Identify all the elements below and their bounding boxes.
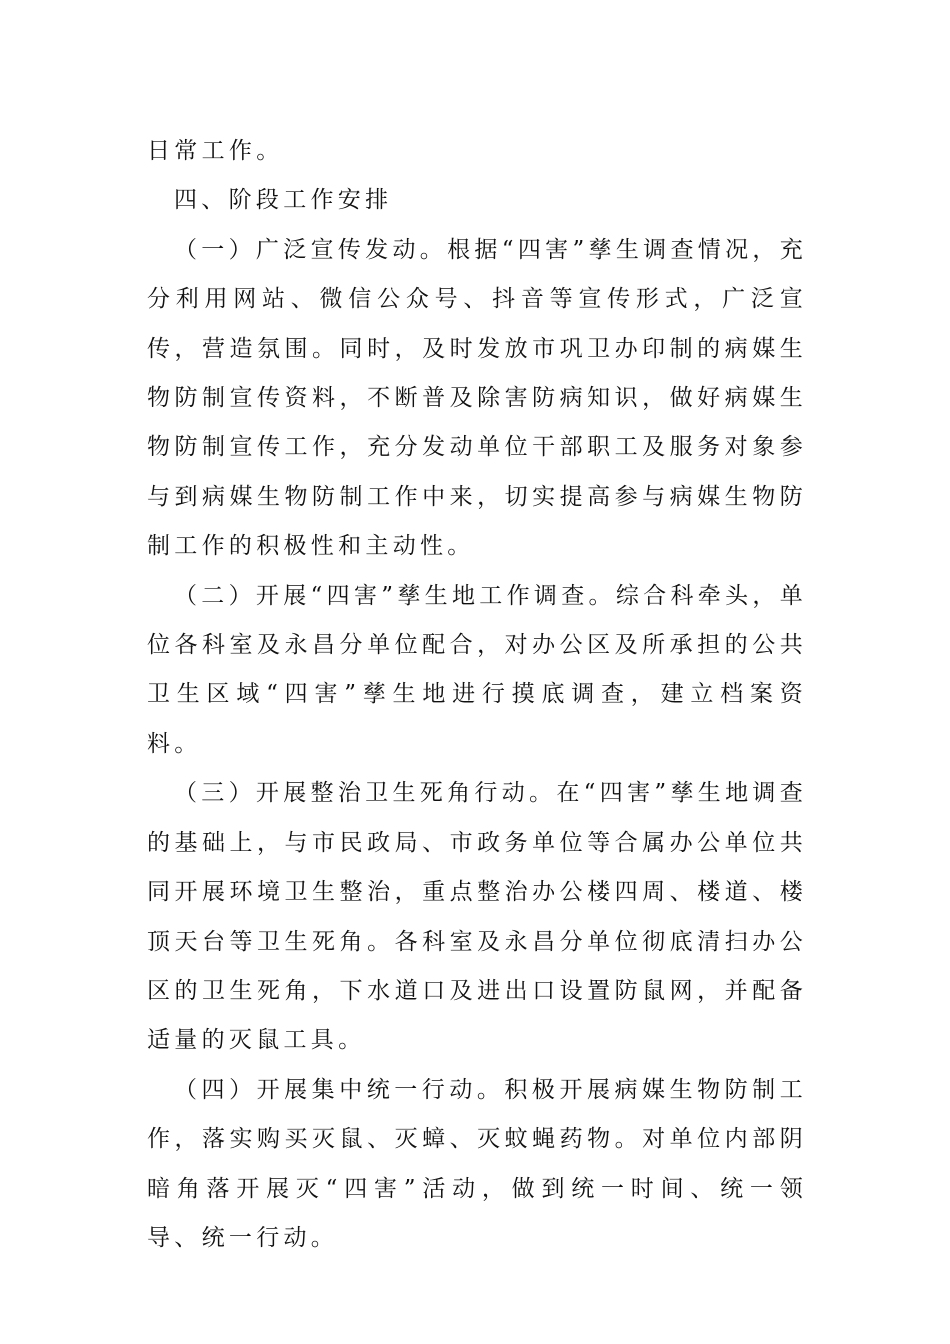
paragraph-continuation: 日常工作。 [147,138,284,164]
document-body [147,127,807,1263]
paragraph-item-2: （二）开展“四害”孳生地工作调查。综合科牵头，单位各科室及永昌分单位配合，对办公区及所承担的公共卫生区域“四害”孳生地进行摸底调查，建立档案资料。 [147,582,807,757]
section-heading: 四、阶段工作安排 [174,187,393,214]
paragraph-item-3: （三）开展整治卫生死角行动。在“四害”孳生地调查的基础上，与市民政局、市政务单位等合属办公单位共同开展环境卫生整治，重点整治办公楼四周、楼道、楼顶天台等卫生死角。各科室及永昌分单位彻底清扫办公区的卫生死角，下水道口及进出口设置防鼠网，并配备适量的灭鼠工具。 [147,780,807,1054]
paragraph-item-4: （四）开展集中统一行动。积极开展病媒生物防制工作，落实购买灭鼠、灭蟑、灭蚊蝇药物。对单位内部阴暗角落开展灭“四害”活动，做到统一时间、统一领导、统一行动。 [147,1076,807,1251]
paragraph-item-1: （一）广泛宣传发动。根据“四害”孳生调查情况，充分利用网站、微信公众号、抖音等宣传形式，广泛宣传，营造氛围。同时，及时发放市巩卫办印制的病媒生物防制宣传资料，不断普及除害防病知识，做好病媒生物防制宣传工作，充分发动单位干部职工及服务对象参与到病媒生物防制工作中来，切实提高参与病媒生物防制工作的积极性和主动性。 [147,236,807,560]
